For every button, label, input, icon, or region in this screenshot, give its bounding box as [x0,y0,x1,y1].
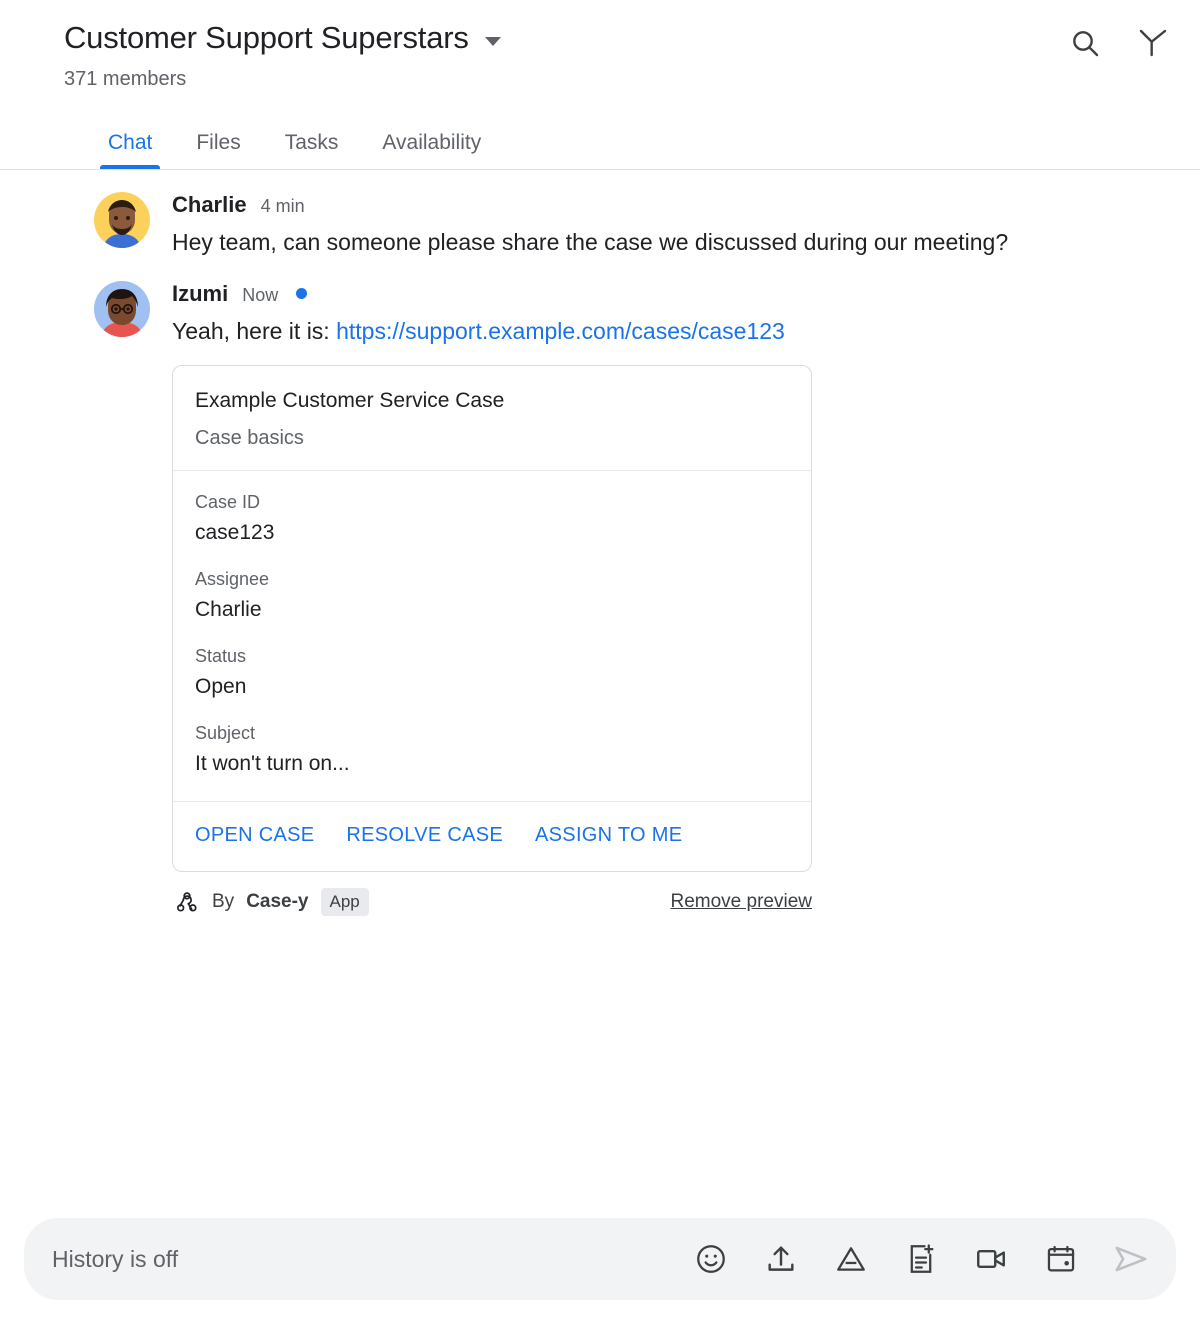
message-sender: Charlie [172,192,247,217]
message-composer[interactable] [24,1218,1176,1300]
message-body [172,281,1176,917]
remove-preview-link[interactable]: Remove preview [670,891,812,913]
tab-chat[interactable]: Chat [86,131,174,169]
field-label: Assignee [195,569,270,590]
field-value: case123 [195,521,275,545]
card-fields [173,471,811,802]
message-timestamp: 4 min [260,196,305,216]
emoji-icon[interactable] [694,1242,728,1276]
case-preview-card [172,365,812,872]
status-badge: App [321,888,369,916]
card-title: Example Customer Service Case [195,389,505,413]
field-label: Case ID [195,492,261,513]
room-header [0,0,1200,92]
composer-icons [694,1242,1086,1276]
message-input[interactable]: History is off [52,1245,179,1272]
message-sender: Izumi [172,280,229,306]
message-body [172,192,1176,259]
page-title: Customer Support Superstars [64,20,469,55]
message-header [172,192,1176,218]
unread-dot-icon [296,288,307,299]
message-text-prefix: Yeah, here it is: [172,317,337,344]
tab-tasks[interactable]: Tasks [284,131,339,154]
header-actions [1068,26,1170,60]
send-icon[interactable] [1112,1240,1150,1278]
message-text [172,315,1072,348]
message-text: Hey team, can someone please share the case we discussed during our meeting? [172,229,1009,255]
drive-icon[interactable] [834,1242,868,1276]
avatar[interactable] [94,192,150,248]
upload-icon[interactable] [764,1242,798,1276]
member-count: 371 members [64,68,187,90]
search-icon[interactable] [1068,26,1102,60]
field-case-id [195,491,789,546]
composer-area [0,1200,1200,1336]
card-subtitle: Case basics [195,427,304,450]
assign-to-me-button[interactable]: ASSIGN TO ME [535,824,683,847]
field-status [195,645,789,700]
message-item [24,281,1176,917]
resolve-case-button[interactable]: RESOLVE CASE [346,824,504,847]
card-header [173,366,811,471]
message-item [24,192,1176,259]
field-value: Open [195,675,247,699]
attribution-by-label: By [212,891,235,913]
attribution-left [174,888,369,916]
message-link[interactable]: https://support.example.com/cases/case123 [336,317,785,344]
calendar-icon[interactable] [1044,1242,1078,1276]
field-value: It won't turn on... [195,752,350,776]
avatar[interactable] [94,281,150,337]
message-header [172,281,1176,307]
field-subject [195,722,789,777]
document-add-icon[interactable] [904,1242,938,1276]
card-actions [173,802,811,871]
field-value: Charlie [195,598,262,622]
tab-bar [0,114,1200,170]
card-attribution [172,888,812,916]
video-icon[interactable] [974,1242,1008,1276]
collapse-icon[interactable] [1136,26,1170,60]
attribution-app-name: Case-y [246,891,309,913]
field-label: Subject [195,723,256,744]
tab-availability[interactable]: Availability [382,131,482,154]
message-list [0,170,1200,1200]
tab-files[interactable]: Files [196,131,241,154]
open-case-button[interactable]: OPEN CASE [195,824,315,847]
field-assignee [195,568,789,623]
field-label: Status [195,646,247,667]
message-timestamp: Now [242,284,279,305]
webhook-icon [174,889,200,915]
chevron-down-icon[interactable] [485,37,501,46]
room-title-row[interactable] [64,18,1176,58]
